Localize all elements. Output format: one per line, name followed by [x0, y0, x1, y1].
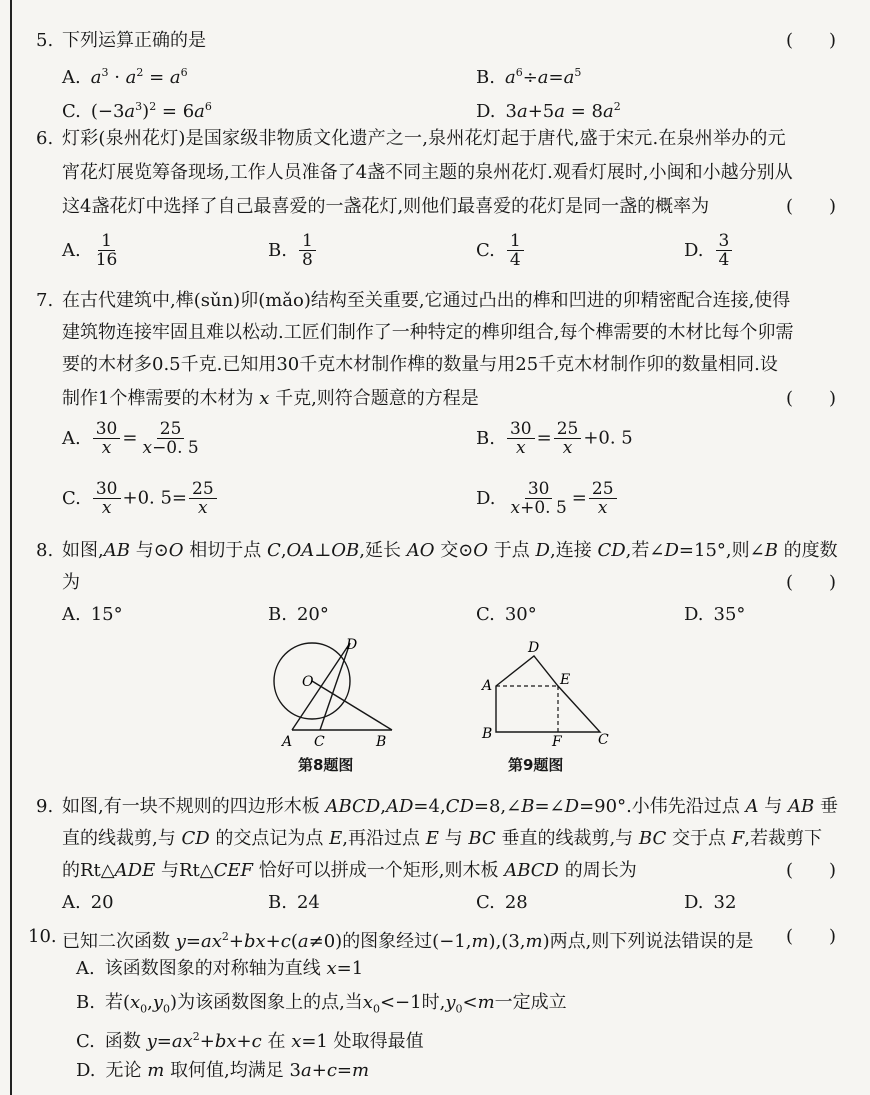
q9-option-c: C. 28	[476, 892, 528, 913]
q6-line1: 灯彩(泉州花灯)是国家级非物质文化遗产之一,泉州花灯起于唐代,盛于宋元.在泉州举办的元	[62, 128, 786, 149]
q6-answer-paren: ( )	[786, 196, 837, 217]
q7-option-a: A. $\frac{30}{x}$ = $\frac{25}{x-0. 5}$	[62, 419, 199, 458]
fig9-outline	[496, 656, 600, 732]
fig8-line-CD	[320, 643, 350, 730]
q8-option-d: D. 35°	[684, 604, 746, 625]
q8-option-a: A. 15°	[62, 604, 123, 625]
figure-8	[262, 636, 402, 748]
q7-answer-paren: ( )	[786, 388, 837, 409]
q6-line2: 宵花灯展览筹备现场,工作人员准备了4盏不同主题的泉州花灯.观看灯展时,小闽和小越分别从	[62, 162, 793, 183]
q9-answer-paren: ( )	[786, 860, 837, 881]
q8-line1: 如图,AB 与⊙O 相切于点 C,OA⊥OB,延长 AO 交⊙O 于点 D,连接 CD,若∠D=15°,则∠B 的度数	[62, 540, 838, 561]
fig9-label-D: D	[528, 640, 540, 656]
margin-line	[10, 0, 12, 1095]
q8-answer-paren: ( )	[786, 572, 837, 593]
q7-option-c: C. $\frac{30}{x}$ +0. 5= $\frac{25}{x}$	[62, 480, 219, 517]
q9-line3: 的Rt△ADE 与Rt△CEF 恰好可以拼成一个矩形,则木板 ABCD 的周长为	[62, 860, 637, 881]
fig9-label-E: E	[560, 672, 571, 688]
figure-9	[476, 636, 616, 748]
q5-option-a: A. $a^3 \cdot a^2 = a^6$	[62, 66, 188, 88]
q9-line2: 直的线裁剪,与 CD 的交点记为点 E,再沿过点 E 与 BC 垂直的线裁剪,与 BC 交于点 F,若裁剪下	[62, 828, 822, 849]
q6-option-c: C. $\frac{1}{4}$	[476, 232, 526, 269]
q10-option-a: A. 该函数图象的对称轴为直线 x=1	[76, 958, 364, 979]
q7-line3: 要的木材多0.5千克.已知用30千克木材制作榫的数量与用25千克木材制作卯的数量相同.设	[62, 354, 778, 375]
q10-stem: 已知二次函数 $y=ax^2+bx+c(a\ne 0)$的图象经过(−1,m),(3,m)两点,则下列说法错误的是	[62, 930, 754, 952]
q6-option-a: A. $\frac{1}{16}$	[62, 231, 118, 270]
q7-line4: 制作1个榫需要的木材为 x 千克,则符合题意的方程是	[62, 388, 479, 409]
q9-number: 9.	[36, 796, 54, 817]
q10-answer-paren: ( )	[786, 926, 837, 947]
fig9-caption: 第9题图	[508, 756, 564, 774]
fig8-label-B: B	[376, 734, 387, 748]
q9-line1: 如图,有一块不规则的四边形木板 ABCD,AD=4,CD=8,∠B=∠D=90°.小伟先沿过点 A 与 AB 垂	[62, 796, 838, 817]
fig9-label-A: A	[482, 678, 493, 694]
q5-option-b: B. $a^6\div a=a^5$	[476, 66, 582, 88]
q10-number: 10.	[28, 926, 57, 947]
q10-option-d: D. 无论 m 取何值,均满足 3a+c=m	[76, 1060, 370, 1081]
fig9-label-C: C	[598, 732, 609, 748]
fig8-label-D: D	[346, 637, 358, 653]
q8-line2: 为	[62, 572, 80, 593]
fig8-label-O: O	[302, 674, 314, 690]
q8-option-b: B. 20°	[268, 604, 329, 625]
q6-option-b: B. $\frac{1}{8}$	[268, 232, 318, 269]
q7-line2: 建筑物连接牢固且难以松动.工匠们制作了一种特定的榫卯组合,每个榫需要的木材比每个卯需	[62, 322, 794, 343]
q10-option-b: B. 若$(x_0,y_0)$为该函数图象上的点,当$x_0<-1$时$,y_0<m$一定成立	[76, 992, 567, 1016]
q8-number: 8.	[36, 540, 54, 561]
q10-option-c: C. 函数 $y=ax^2+bx+c$ 在 x=1 处取得最值	[76, 1030, 424, 1052]
q6-number: 6.	[36, 128, 54, 149]
q5-option-d: D. $3a+5a = 8a^2$	[476, 100, 621, 122]
q7-option-d: D. $\frac{30}{x+0. 5}$ = $\frac{25}{x}$	[476, 480, 619, 517]
q9-option-b: B. 24	[268, 892, 320, 913]
q5-answer-paren: ( )	[786, 30, 837, 51]
q5-option-c: C. $(-3a^3)^2 = 6a^6$	[62, 100, 212, 122]
q7-option-b: B. $\frac{30}{x}$ = $\frac{25}{x}$ +0. 5	[476, 419, 633, 458]
q9-option-d: D. 32	[684, 892, 737, 913]
q6-option-d: D. $\frac{3}{4}$	[684, 232, 734, 269]
q5-stem: 下列运算正确的是	[62, 30, 206, 51]
q7-line1: 在古代建筑中,榫(sǔn)卯(mǎo)结构至关重要,它通过凸出的榫和凹进的卯精密配合连接,使得	[62, 290, 791, 311]
q8-option-c: C. 30°	[476, 604, 537, 625]
fig8-label-A: A	[282, 734, 293, 748]
fig8-line-OB	[312, 681, 392, 730]
q7-number: 7.	[36, 290, 54, 311]
q9-option-a: A. 20	[62, 892, 114, 913]
fig8-label-C: C	[314, 734, 325, 748]
q5-number: 5.	[36, 30, 54, 51]
fig9-label-B: B	[482, 726, 493, 742]
q6-line3: 这4盏花灯中选择了自己最喜爱的一盏花灯,则他们最喜爱的花灯是同一盏的概率为	[62, 196, 710, 217]
fig9-label-F: F	[552, 734, 562, 748]
fig8-caption: 第8题图	[298, 756, 354, 774]
